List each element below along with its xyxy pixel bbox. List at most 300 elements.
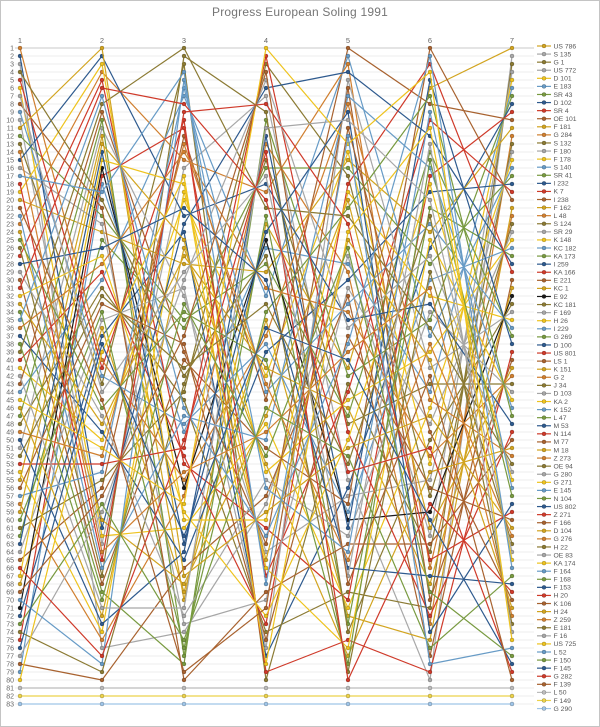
legend-label: G 290 [553, 705, 573, 713]
legend-item [537, 383, 567, 390]
data-point-marker [346, 478, 350, 482]
data-point-marker [18, 598, 22, 602]
data-point-marker [18, 326, 22, 330]
data-point-marker [182, 486, 186, 490]
data-point-marker [100, 246, 104, 250]
data-point-marker [182, 110, 186, 114]
svg-text:34: 34 [6, 309, 14, 317]
data-point-marker [100, 206, 104, 210]
data-point-marker [18, 694, 22, 698]
legend-marker-icon [542, 698, 546, 702]
data-point-marker [510, 598, 514, 602]
svg-text:70: 70 [6, 597, 14, 605]
data-point-marker [100, 278, 104, 282]
data-point-marker [18, 374, 22, 378]
legend-marker-icon [542, 432, 546, 436]
svg-text:25: 25 [6, 237, 14, 245]
legend-marker-icon [542, 480, 546, 484]
legend-label: KC 182 [553, 245, 577, 253]
legend-label: G 284 [553, 132, 573, 140]
data-point-marker [18, 702, 22, 706]
legend-marker-icon [542, 537, 546, 541]
data-point-marker [100, 94, 104, 98]
legend-item [537, 84, 571, 91]
data-point-marker [18, 574, 22, 578]
data-point-marker [264, 638, 268, 642]
svg-text:52: 52 [6, 453, 14, 461]
data-point-marker [18, 342, 22, 346]
data-point-marker [100, 630, 104, 634]
legend-item [537, 205, 571, 212]
legend-marker-icon [542, 529, 546, 533]
data-point-marker [18, 646, 22, 650]
data-point-marker [18, 126, 22, 130]
legend-marker-icon [542, 359, 546, 363]
data-point-marker [264, 166, 268, 170]
legend-marker-icon [542, 383, 546, 387]
legend-marker-icon [542, 682, 546, 686]
data-point-marker [182, 374, 186, 378]
data-point-marker [510, 686, 514, 690]
data-point-marker [346, 270, 350, 274]
svg-text:79: 79 [6, 669, 14, 677]
data-point-marker [510, 646, 514, 650]
data-point-marker [264, 214, 268, 218]
svg-text:67: 67 [6, 573, 14, 581]
data-point-marker [346, 46, 350, 50]
data-point-marker [346, 190, 350, 194]
svg-text:19: 19 [6, 189, 14, 197]
legend-label: D 103 [553, 390, 572, 398]
legend-item [537, 585, 571, 592]
data-point-marker [18, 262, 22, 266]
legend-item [537, 439, 569, 446]
data-point-marker [264, 526, 268, 530]
data-point-marker [264, 470, 268, 474]
legend-label: H 22 [553, 544, 568, 552]
svg-text:42: 42 [6, 373, 14, 381]
data-point-marker [18, 206, 22, 210]
data-point-marker [100, 702, 104, 706]
legend-label: F 153 [553, 584, 571, 592]
data-point-marker [428, 526, 432, 530]
data-point-marker [182, 614, 186, 618]
legend-marker-icon [542, 157, 546, 161]
legend-item [537, 544, 568, 551]
data-point-marker [428, 110, 432, 114]
data-point-marker [100, 582, 104, 586]
data-point-marker [510, 230, 514, 234]
legend-item [537, 375, 565, 382]
data-point-marker [18, 470, 22, 474]
legend-marker-icon [542, 496, 546, 500]
data-point-marker [510, 390, 514, 394]
legend-marker-icon [542, 505, 546, 509]
data-point-marker [18, 358, 22, 362]
legend-item [537, 197, 569, 204]
data-point-marker [18, 582, 22, 586]
svg-text:56: 56 [6, 485, 14, 493]
data-point-marker [100, 302, 104, 306]
legend-label: I 259 [553, 261, 569, 269]
data-point-marker [182, 510, 186, 514]
data-point-marker [428, 566, 432, 570]
data-point-marker [18, 294, 22, 298]
data-point-marker [510, 142, 514, 146]
data-point-marker [264, 518, 268, 522]
legend-marker-icon [542, 165, 546, 169]
data-point-marker [100, 486, 104, 490]
data-point-marker [510, 342, 514, 346]
data-point-marker [264, 662, 268, 666]
data-point-marker [182, 102, 186, 106]
data-point-marker [182, 70, 186, 74]
data-point-marker [18, 214, 22, 218]
data-point-marker [182, 542, 186, 546]
data-point-marker [510, 582, 514, 586]
legend-item [537, 657, 571, 664]
data-point-marker [100, 686, 104, 690]
data-point-marker [428, 126, 432, 130]
svg-text:33: 33 [6, 301, 14, 309]
data-point-marker [100, 574, 104, 578]
svg-text:9: 9 [10, 109, 14, 117]
legend-label: D 104 [553, 528, 572, 536]
svg-text:61: 61 [6, 525, 14, 533]
data-point-marker [18, 454, 22, 458]
data-point-marker [428, 478, 432, 482]
legend-label: N 114 [553, 431, 572, 439]
data-point-marker [510, 462, 514, 466]
legend-marker-icon [542, 626, 546, 630]
legend-item [537, 358, 568, 365]
data-point-marker [428, 686, 432, 690]
legend-label: OE 83 [553, 552, 573, 560]
svg-text:35: 35 [6, 317, 14, 325]
legend-item [537, 577, 571, 584]
legend-marker-icon [542, 222, 546, 226]
data-point-marker [428, 414, 432, 418]
data-point-marker [182, 302, 186, 306]
data-point-marker [100, 198, 104, 202]
legend-label: H 20 [553, 592, 568, 600]
data-point-marker [510, 590, 514, 594]
data-point-marker [510, 254, 514, 258]
data-point-marker [18, 238, 22, 242]
svg-text:17: 17 [6, 173, 14, 181]
data-point-marker [510, 526, 514, 530]
data-point-marker [510, 150, 514, 154]
data-point-marker [182, 54, 186, 58]
legend-label: Z 259 [553, 616, 571, 624]
legend-item [537, 76, 572, 83]
data-point-marker [100, 638, 104, 642]
svg-text:40: 40 [6, 357, 14, 365]
data-point-marker [510, 398, 514, 402]
data-point-marker [264, 46, 268, 50]
data-point-marker [428, 334, 432, 338]
data-point-marker [346, 454, 350, 458]
legend-label: F 149 [553, 697, 571, 705]
data-point-marker [346, 694, 350, 698]
data-point-marker [346, 446, 350, 450]
legend-label: F 150 [553, 657, 571, 665]
data-point-marker [264, 70, 268, 74]
legend-item [537, 447, 569, 454]
data-point-marker [182, 286, 186, 290]
legend-marker-icon [542, 375, 546, 379]
legend-label: I 232 [553, 180, 569, 188]
svg-text:24: 24 [6, 229, 14, 237]
legend-label: K 7 [553, 188, 564, 196]
legend-label: N 104 [553, 495, 572, 503]
legend-label: F 145 [553, 665, 571, 673]
data-point-marker [510, 422, 514, 426]
data-point-marker [100, 470, 104, 474]
data-point-marker [264, 582, 268, 586]
data-point-marker [100, 222, 104, 226]
data-point-marker [100, 478, 104, 482]
data-point-marker [100, 438, 104, 442]
legend-label: M 18 [553, 447, 569, 455]
data-point-marker [346, 438, 350, 442]
data-point-marker [182, 654, 186, 658]
data-point-marker [346, 70, 350, 74]
legend-label: D 100 [553, 342, 572, 350]
data-point-marker [510, 494, 514, 498]
data-point-marker [346, 214, 350, 218]
svg-text:68: 68 [6, 581, 14, 589]
svg-text:16: 16 [6, 165, 14, 173]
legend-label: F 139 [553, 681, 571, 689]
data-point-marker [428, 198, 432, 202]
data-point-marker [510, 62, 514, 66]
data-point-marker [100, 494, 104, 498]
svg-text:28: 28 [6, 261, 14, 269]
data-point-marker [264, 502, 268, 506]
data-point-marker [100, 662, 104, 666]
data-point-marker [18, 662, 22, 666]
legend-label: K 152 [553, 406, 572, 414]
data-point-marker [510, 70, 514, 74]
legend-item [537, 108, 569, 115]
data-point-marker [182, 694, 186, 698]
data-point-marker [100, 446, 104, 450]
data-point-marker [18, 270, 22, 274]
data-point-marker [182, 534, 186, 538]
data-point-marker [18, 94, 22, 98]
data-point-marker [18, 150, 22, 154]
svg-text:22: 22 [6, 213, 14, 221]
data-point-marker [100, 390, 104, 394]
data-point-marker [100, 414, 104, 418]
legend-label: G 282 [553, 673, 573, 681]
svg-text:5: 5 [345, 36, 351, 45]
data-point-marker [182, 502, 186, 506]
legend-label: E 92 [553, 293, 568, 301]
data-point-marker [346, 182, 350, 186]
data-point-marker [182, 278, 186, 282]
legend-marker-icon [542, 408, 546, 412]
data-point-marker [182, 366, 186, 370]
legend-marker-icon [542, 367, 546, 371]
data-point-marker [510, 638, 514, 642]
data-point-marker [510, 126, 514, 130]
data-point-marker [346, 414, 350, 418]
svg-text:48: 48 [6, 421, 14, 429]
legend-label: E 181 [553, 625, 572, 633]
data-point-marker [100, 366, 104, 370]
data-point-marker [182, 470, 186, 474]
legend-label: K 151 [553, 366, 572, 374]
data-point-marker [510, 94, 514, 98]
data-point-marker [264, 590, 268, 594]
legend-label: D 101 [553, 75, 572, 83]
legend-item [537, 334, 572, 341]
data-point-marker [510, 174, 514, 178]
data-point-marker [264, 398, 268, 402]
data-point-marker [100, 678, 104, 682]
legend-item [537, 278, 571, 285]
svg-text:51: 51 [6, 445, 14, 453]
data-point-marker [428, 606, 432, 610]
legend-marker-icon [542, 690, 546, 694]
data-point-marker [346, 374, 350, 378]
data-point-marker [182, 686, 186, 690]
data-point-marker [510, 206, 514, 210]
svg-text:62: 62 [6, 533, 14, 541]
legend-marker-icon [542, 424, 546, 428]
data-point-marker [346, 630, 350, 634]
data-point-marker [428, 454, 432, 458]
data-point-marker [510, 358, 514, 362]
legend-item [537, 165, 571, 172]
data-point-marker [346, 310, 350, 314]
data-point-marker [264, 646, 268, 650]
data-point-marker [346, 286, 350, 290]
data-point-marker [100, 534, 104, 538]
data-point-marker [264, 670, 268, 674]
legend-marker-icon [542, 400, 546, 404]
data-point-marker [264, 278, 268, 282]
legend-item [537, 407, 571, 414]
data-point-marker [18, 438, 22, 442]
legend-item [537, 189, 564, 196]
legend-label: F 168 [553, 576, 571, 584]
data-point-marker [264, 94, 268, 98]
svg-text:65: 65 [6, 557, 14, 565]
legend-label: KA 2 [553, 398, 568, 406]
data-point-marker [100, 518, 104, 522]
data-point-marker [346, 246, 350, 250]
svg-text:3: 3 [10, 61, 14, 69]
data-point-marker [182, 262, 186, 266]
data-point-marker [100, 558, 104, 562]
data-point-marker [18, 390, 22, 394]
data-point-marker [346, 326, 350, 330]
data-point-marker [182, 358, 186, 362]
data-point-marker [346, 678, 350, 682]
data-point-marker [428, 398, 432, 402]
data-point-marker [100, 430, 104, 434]
svg-text:10: 10 [6, 117, 14, 125]
data-point-marker [264, 606, 268, 610]
legend-marker-icon [542, 513, 546, 517]
legend-marker-icon [542, 416, 546, 420]
data-point-marker [346, 294, 350, 298]
svg-text:63: 63 [6, 541, 14, 549]
legend-marker-icon [542, 602, 546, 606]
svg-text:60: 60 [6, 517, 14, 525]
legend-label: L 47 [553, 414, 567, 422]
data-point-marker [428, 542, 432, 546]
data-point-marker [346, 350, 350, 354]
data-point-marker [264, 534, 268, 538]
legend-label: M 77 [553, 439, 569, 447]
svg-text:1: 1 [10, 45, 14, 53]
legend-item [537, 156, 571, 163]
data-point-marker [182, 326, 186, 330]
data-point-marker [264, 110, 268, 114]
data-point-marker [182, 678, 186, 682]
chart-title: Progress European Soling 1991 [212, 5, 388, 19]
data-point-marker [264, 190, 268, 194]
svg-text:80: 80 [6, 677, 14, 685]
data-point-marker [510, 518, 514, 522]
data-point-marker [346, 238, 350, 242]
data-point-marker [428, 326, 432, 330]
svg-text:47: 47 [6, 413, 14, 421]
svg-text:15: 15 [6, 157, 14, 165]
data-point-marker [264, 254, 268, 258]
data-point-marker [18, 518, 22, 522]
data-point-marker [182, 270, 186, 274]
svg-text:59: 59 [6, 509, 14, 517]
data-point-marker [264, 622, 268, 626]
data-point-marker [18, 382, 22, 386]
data-point-marker [428, 502, 432, 506]
data-point-marker [18, 286, 22, 290]
data-point-marker [428, 558, 432, 562]
svg-text:4: 4 [263, 36, 269, 45]
svg-text:5: 5 [10, 77, 14, 85]
data-point-marker [428, 486, 432, 490]
data-point-marker [18, 494, 22, 498]
data-point-marker [18, 310, 22, 314]
legend-label: F 178 [553, 156, 571, 164]
data-point-marker [428, 262, 432, 266]
legend-item [537, 641, 576, 648]
data-point-marker [346, 222, 350, 226]
data-point-marker [346, 430, 350, 434]
data-point-marker [346, 174, 350, 178]
data-point-marker [428, 230, 432, 234]
data-point-marker [264, 374, 268, 378]
legend-marker-icon [542, 173, 546, 177]
legend-item [537, 512, 571, 519]
legend-item [537, 633, 567, 640]
legend-label: H 24 [553, 608, 568, 616]
data-point-marker [18, 334, 22, 338]
data-point-marker [264, 350, 268, 354]
legend-item [537, 367, 571, 374]
data-point-marker [510, 454, 514, 458]
data-point-marker [100, 614, 104, 618]
data-point-marker [264, 302, 268, 306]
data-point-marker [346, 598, 350, 602]
data-point-marker [18, 550, 22, 554]
legend-item [537, 665, 571, 672]
